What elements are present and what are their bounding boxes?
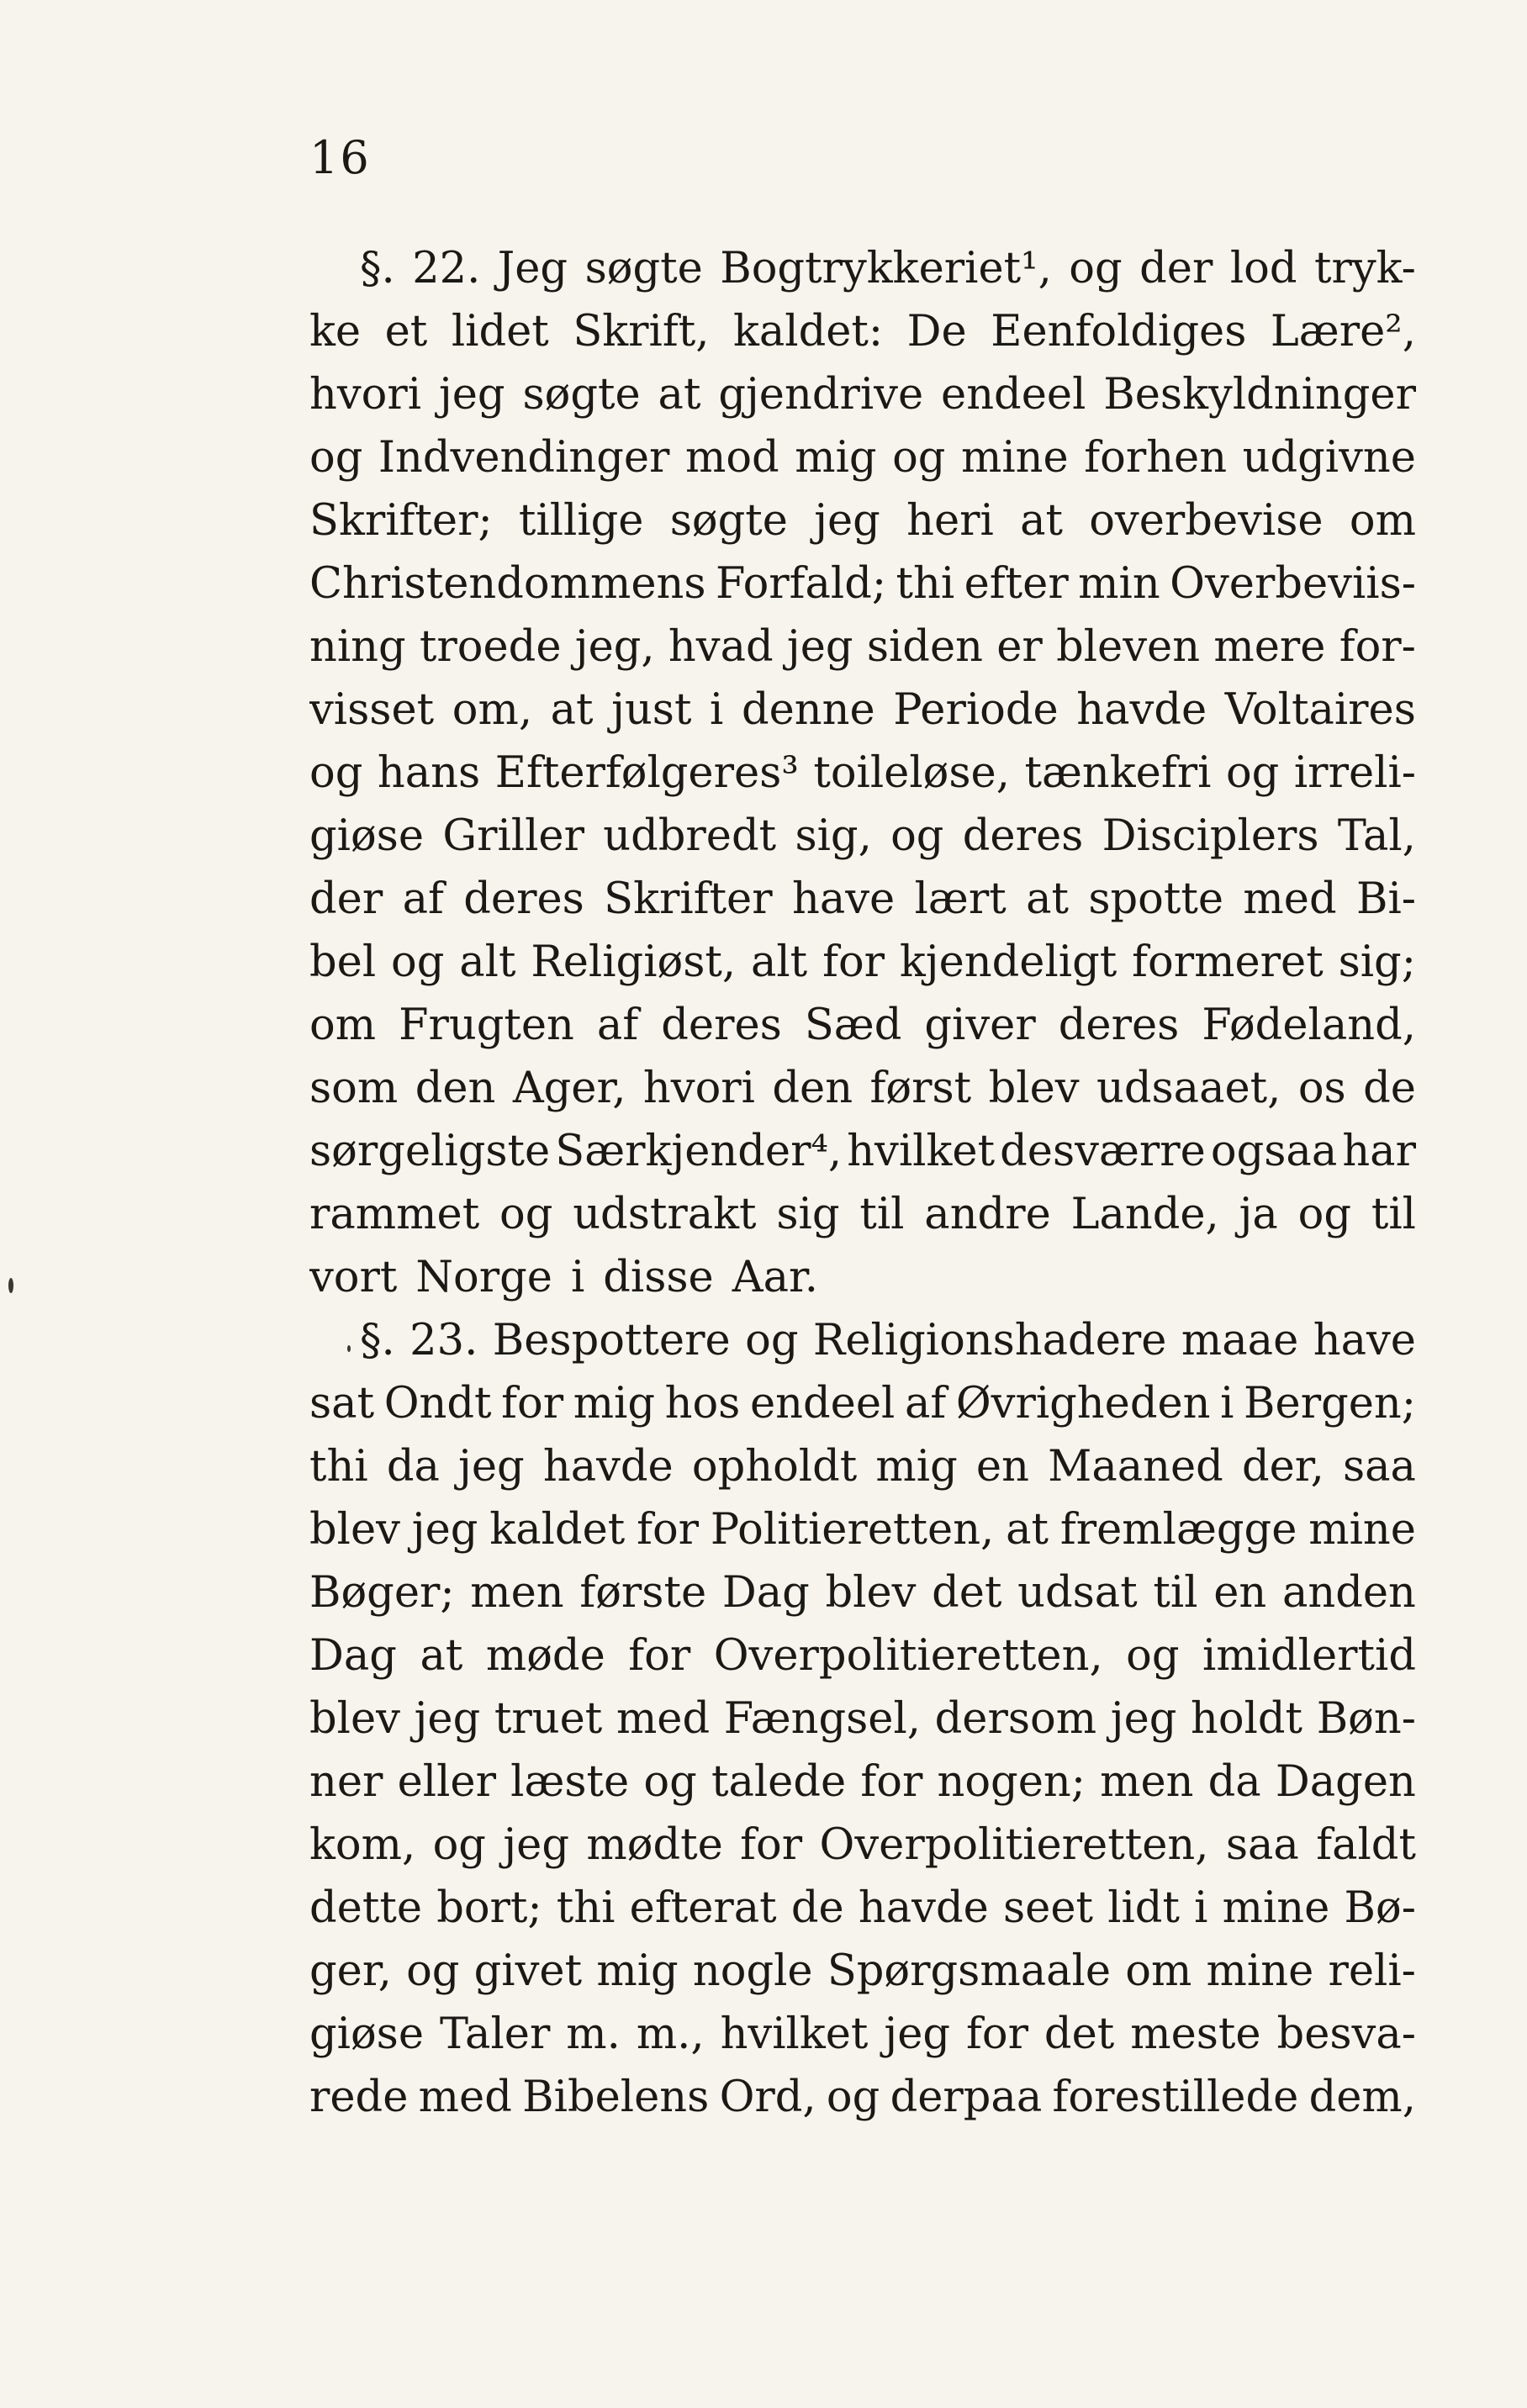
word: Ondt (383, 1379, 492, 1428)
word: og (643, 1757, 697, 1807)
word: m., (636, 2009, 705, 2059)
word: med (616, 1694, 711, 1744)
text-line (309, 1183, 1416, 1246)
word: thi (309, 1442, 368, 1492)
word: tænkefri (1024, 748, 1212, 798)
word: da (1207, 1757, 1261, 1807)
word: udgivne (1242, 433, 1416, 483)
word: der, (1241, 1442, 1324, 1492)
text-line (309, 1309, 1416, 1372)
word: Skrifter (604, 874, 773, 924)
word: jeg (1110, 1694, 1177, 1744)
word: hvori (642, 1064, 755, 1113)
text-line (309, 679, 1416, 742)
word: i (710, 685, 724, 735)
word: hvori (309, 370, 422, 420)
word: talede (711, 1757, 847, 1807)
word: for (822, 937, 885, 987)
word: med (1243, 874, 1337, 924)
word: Eenfoldiges (991, 307, 1247, 356)
text-line (309, 300, 1416, 363)
word: eller (397, 1757, 496, 1807)
word: endeel (941, 370, 1086, 420)
word: deres (463, 874, 584, 924)
word: at (658, 370, 701, 420)
word: truet (494, 1694, 603, 1744)
word: jeg, (574, 622, 655, 672)
word: da (386, 1442, 440, 1492)
word: i (570, 1253, 585, 1302)
text-line (309, 1561, 1416, 1624)
word: udsat (1017, 1568, 1138, 1618)
word: Øvrigheden (955, 1379, 1211, 1428)
word: sørgeligste (309, 1127, 551, 1176)
word: nogle (692, 1946, 813, 1996)
word: at (420, 1631, 463, 1681)
word: af (596, 1001, 639, 1050)
word: have (791, 874, 896, 924)
text-line (309, 1877, 1416, 1940)
text-line (309, 237, 1416, 300)
word: og (890, 811, 944, 861)
word: en (975, 1442, 1029, 1492)
word: irreli- (1293, 748, 1416, 798)
word: at (1026, 874, 1069, 924)
word: meste (1130, 2009, 1261, 2059)
word: den (415, 1064, 496, 1113)
word: efterat (629, 1883, 777, 1933)
word: spotte (1088, 874, 1224, 924)
word: hos (664, 1379, 741, 1428)
word: Fødeland, (1202, 1001, 1416, 1050)
word: Politieretten, (710, 1505, 995, 1555)
text-line (309, 552, 1416, 615)
word: Sæd (804, 1001, 902, 1050)
word: Bøn- (1316, 1694, 1416, 1744)
word: seet (1002, 1883, 1093, 1933)
word: Voltaires (1224, 685, 1416, 735)
word: en (1213, 1568, 1267, 1618)
word: af (402, 874, 444, 924)
word: de (1363, 1064, 1416, 1113)
word: Særkjender⁴, (555, 1127, 843, 1176)
text-line (309, 2003, 1416, 2066)
word: at (1020, 496, 1063, 546)
word: visset (309, 685, 435, 735)
word: Christendommens (309, 559, 706, 609)
word: Overbeviis- (1170, 559, 1416, 609)
word: Skrifter; (309, 496, 493, 546)
word: desværre (1000, 1127, 1206, 1176)
word: for (966, 2009, 1028, 2059)
text-line (309, 1372, 1416, 1435)
word: §. (360, 244, 395, 293)
word: Ager, (512, 1064, 626, 1113)
word: giøse (309, 2009, 425, 2059)
word: først (869, 1064, 972, 1113)
word: saa (1225, 1820, 1299, 1870)
word: mig (573, 1379, 656, 1428)
word: har (1342, 1127, 1416, 1176)
word: blev (309, 1505, 400, 1555)
word: Disciplers (1102, 811, 1319, 861)
text-line (309, 426, 1416, 489)
word: imidlertid (1202, 1631, 1416, 1681)
word: det (932, 1568, 1002, 1618)
body-text (309, 237, 1416, 2129)
word: hans (377, 748, 481, 798)
word: lært (914, 874, 1007, 924)
word: de (790, 1883, 844, 1933)
word: Griller (442, 811, 584, 861)
word: at (550, 685, 594, 735)
word: med (418, 2073, 512, 2122)
word: Bogtrykkeriet¹, (720, 244, 1052, 293)
text-line (309, 1435, 1416, 1498)
word: for (501, 1379, 564, 1428)
word: mere (1213, 622, 1326, 672)
text-line (309, 1057, 1416, 1120)
word: hvilket (720, 2009, 869, 2059)
word: deres (962, 811, 1084, 861)
word: ja (1239, 1190, 1278, 1239)
word: Dagen (1275, 1757, 1416, 1807)
word: giver (924, 1001, 1036, 1050)
word: jeg (786, 622, 853, 672)
word: tryk- (1313, 244, 1416, 293)
word: jeg (814, 496, 880, 546)
word: Beskyldninger (1103, 370, 1416, 420)
word: blev (825, 1568, 917, 1618)
word: kaldet (489, 1505, 626, 1555)
word: lidet (451, 307, 549, 356)
word: sig; (1338, 937, 1416, 987)
word: have (1313, 1316, 1416, 1365)
word: hvad (668, 622, 774, 672)
word: Fængsel, (723, 1694, 922, 1744)
word: Forfald; (715, 559, 887, 609)
word: bleven (1056, 622, 1201, 672)
page-number: 16 (309, 131, 371, 184)
word: for- (1339, 622, 1416, 672)
word: lod (1229, 244, 1297, 293)
word: Periode (893, 685, 1059, 735)
word: reli- (1328, 1946, 1416, 1996)
word: Ord, (719, 2073, 816, 2122)
word: mødte (586, 1820, 723, 1870)
word: alt (750, 937, 808, 987)
word: overbevise (1089, 496, 1324, 546)
word: endeel (749, 1379, 896, 1428)
word: om (1349, 496, 1416, 546)
word: ger, (309, 1946, 392, 1996)
text-line (309, 1687, 1416, 1751)
text-line (309, 994, 1416, 1057)
word: og (499, 1190, 553, 1239)
word: blev (988, 1064, 1080, 1113)
word: og (406, 1946, 460, 1996)
word: dette (309, 1883, 422, 1933)
word: for (860, 1757, 923, 1807)
word: Bi- (1355, 874, 1416, 924)
word: mig (875, 1442, 958, 1492)
word: faldt (1316, 1820, 1416, 1870)
word: for (740, 1820, 803, 1870)
word: havde (1076, 685, 1207, 735)
word: maae (1181, 1316, 1299, 1365)
word: Maaned (1048, 1442, 1223, 1492)
word: opholdt (691, 1442, 858, 1492)
word: jeg (884, 2009, 951, 2059)
word: Tal, (1337, 811, 1416, 861)
word: Indvendinger (378, 433, 670, 483)
word: det (1044, 2009, 1115, 2059)
word: forestillede (1052, 2073, 1299, 2122)
word: men (470, 1568, 564, 1618)
word: Overpolitieretten, (819, 1820, 1209, 1870)
word: ogsaa (1210, 1127, 1338, 1176)
word: søgte (669, 496, 788, 546)
word: dersom (934, 1694, 1097, 1744)
word: rammet (309, 1190, 480, 1239)
word: giøse (309, 811, 425, 861)
word: i (1220, 1379, 1234, 1428)
word: saa (1342, 1442, 1416, 1492)
word: m. (566, 2009, 621, 2059)
text-line (309, 489, 1416, 552)
word: thi (556, 1883, 616, 1933)
word: havde (858, 1883, 989, 1933)
text-line (309, 805, 1416, 868)
word: Aar. (732, 1253, 818, 1302)
word: troede (419, 622, 562, 672)
word: nogen; (937, 1757, 1086, 1807)
word: i (1194, 1883, 1208, 1933)
word: lidt (1107, 1883, 1180, 1933)
word: mig (596, 1946, 679, 1996)
text-line (309, 1814, 1416, 1877)
text-line (309, 1246, 1416, 1309)
word: givet (473, 1946, 583, 1996)
word: udbredt (603, 811, 777, 861)
word: Lære², (1270, 307, 1416, 356)
word: Bespottere (492, 1316, 731, 1365)
word: til (1153, 1568, 1198, 1618)
text-line (309, 931, 1416, 994)
word: og (309, 433, 363, 483)
word: Bergen; (1244, 1379, 1416, 1428)
text-line (309, 1624, 1416, 1687)
word: mine (1308, 1505, 1416, 1555)
word: sat (309, 1379, 375, 1428)
word: deres (661, 1001, 782, 1050)
word: og (309, 748, 363, 798)
word: ning (309, 622, 406, 672)
word: for (637, 1505, 700, 1555)
text-line (309, 1120, 1416, 1183)
word: andre (924, 1190, 1051, 1239)
word: og (826, 2073, 880, 2122)
word: som (309, 1064, 399, 1113)
word: formeret (1132, 937, 1324, 987)
word: og (1297, 1190, 1351, 1239)
word: os (1297, 1064, 1346, 1113)
word: efter (964, 559, 1069, 609)
word: mine (1222, 1883, 1330, 1933)
word: den (772, 1064, 853, 1113)
word: heri (906, 496, 994, 546)
word: læste (510, 1757, 630, 1807)
text-line (309, 1498, 1416, 1561)
word: og (1126, 1631, 1180, 1681)
word: til (859, 1190, 905, 1239)
word: søgte (584, 244, 703, 293)
word: om (1125, 1946, 1192, 1996)
word: jeg (458, 1442, 525, 1492)
word: vort (309, 1253, 398, 1302)
word: bort; (436, 1883, 542, 1933)
word: toileløse, (813, 748, 1010, 798)
word: til (1371, 1190, 1416, 1239)
word: Dag (309, 1631, 397, 1681)
word: forhen (1084, 433, 1228, 483)
word: Jeg (497, 244, 568, 293)
text-line (309, 363, 1416, 426)
text-line (309, 742, 1416, 805)
word: jeg (414, 1694, 481, 1744)
word: 23. (409, 1316, 478, 1365)
word: fremlægge (1059, 1505, 1297, 1555)
word: første (579, 1568, 707, 1618)
word: der (309, 874, 383, 924)
word: disse (603, 1253, 714, 1302)
word: mig (795, 433, 877, 483)
word: jeg (503, 1820, 569, 1870)
text-line (309, 2066, 1416, 2129)
word: udstrakt (573, 1190, 757, 1239)
word: De (906, 307, 967, 356)
word: af (904, 1379, 947, 1428)
word: ke (309, 307, 362, 356)
text-line (309, 615, 1416, 679)
word: og (432, 1820, 486, 1870)
word: denne (741, 685, 875, 735)
word: Bø- (1344, 1883, 1416, 1933)
word: hvilket (847, 1127, 996, 1176)
word: der (1139, 244, 1213, 293)
word: deres (1058, 1001, 1180, 1050)
word: men (1100, 1757, 1194, 1807)
word: Efterfølgeres³ (494, 748, 799, 798)
word: mine (961, 433, 1069, 483)
word: tillige (518, 496, 644, 546)
word: Dag (721, 1568, 810, 1618)
word: §. (360, 1316, 395, 1365)
word: dem, (1308, 2073, 1416, 2122)
word: holdt (1191, 1694, 1303, 1744)
word: og (391, 937, 445, 987)
word: Norge (415, 1253, 552, 1302)
word: kom, (309, 1820, 416, 1870)
text-line (309, 868, 1416, 931)
word: alt (459, 937, 516, 987)
word: Skrift, (573, 307, 710, 356)
word: mod (684, 433, 779, 483)
word: møde (485, 1631, 605, 1681)
word: Bøger; (309, 1568, 455, 1618)
text-line (309, 1940, 1416, 2003)
word: Religionshadere (812, 1316, 1167, 1365)
word: blev (309, 1694, 400, 1744)
word: sig (776, 1190, 840, 1239)
word: Lande, (1070, 1190, 1219, 1239)
word: besva- (1276, 2009, 1416, 2059)
word: rede (309, 2073, 409, 2122)
word: thi (896, 559, 955, 609)
word: just (611, 685, 692, 735)
word: og (745, 1316, 799, 1365)
word: at (1006, 1505, 1049, 1555)
text-line (309, 1751, 1416, 1814)
word: ner (309, 1757, 383, 1807)
word: 22. (412, 244, 481, 293)
ink-speck (347, 1345, 351, 1352)
word: er (996, 622, 1043, 672)
word: havde (542, 1442, 674, 1492)
word: om, (452, 685, 533, 735)
word: anden (1281, 1568, 1416, 1618)
word: jeg (438, 370, 505, 420)
word: kjendeligt (899, 937, 1118, 987)
word: sig, (795, 811, 872, 861)
word: Taler (439, 2009, 551, 2059)
ink-speck (8, 1278, 13, 1293)
word: siden (866, 622, 983, 672)
word: min (1078, 559, 1160, 609)
word: gjendrive (718, 370, 924, 420)
word: bel (309, 937, 377, 987)
word: derpaa (890, 2073, 1043, 2122)
word: et (384, 307, 428, 356)
word: kaldet: (732, 307, 884, 356)
word: og (1069, 244, 1123, 293)
word: Overpolitieretten, (713, 1631, 1103, 1681)
word: søgte (522, 370, 641, 420)
word: udsaaet, (1096, 1064, 1281, 1113)
word: Religiøst, (531, 937, 737, 987)
word: mine (1206, 1946, 1314, 1996)
word: Bibelens (522, 2073, 710, 2122)
word: om (309, 1001, 377, 1050)
word: jeg (411, 1505, 478, 1555)
word: og (1225, 748, 1280, 798)
word: for (628, 1631, 691, 1681)
word: Spørgsmaale (827, 1946, 1111, 1996)
word: Frugten (399, 1001, 574, 1050)
word: og (892, 433, 946, 483)
